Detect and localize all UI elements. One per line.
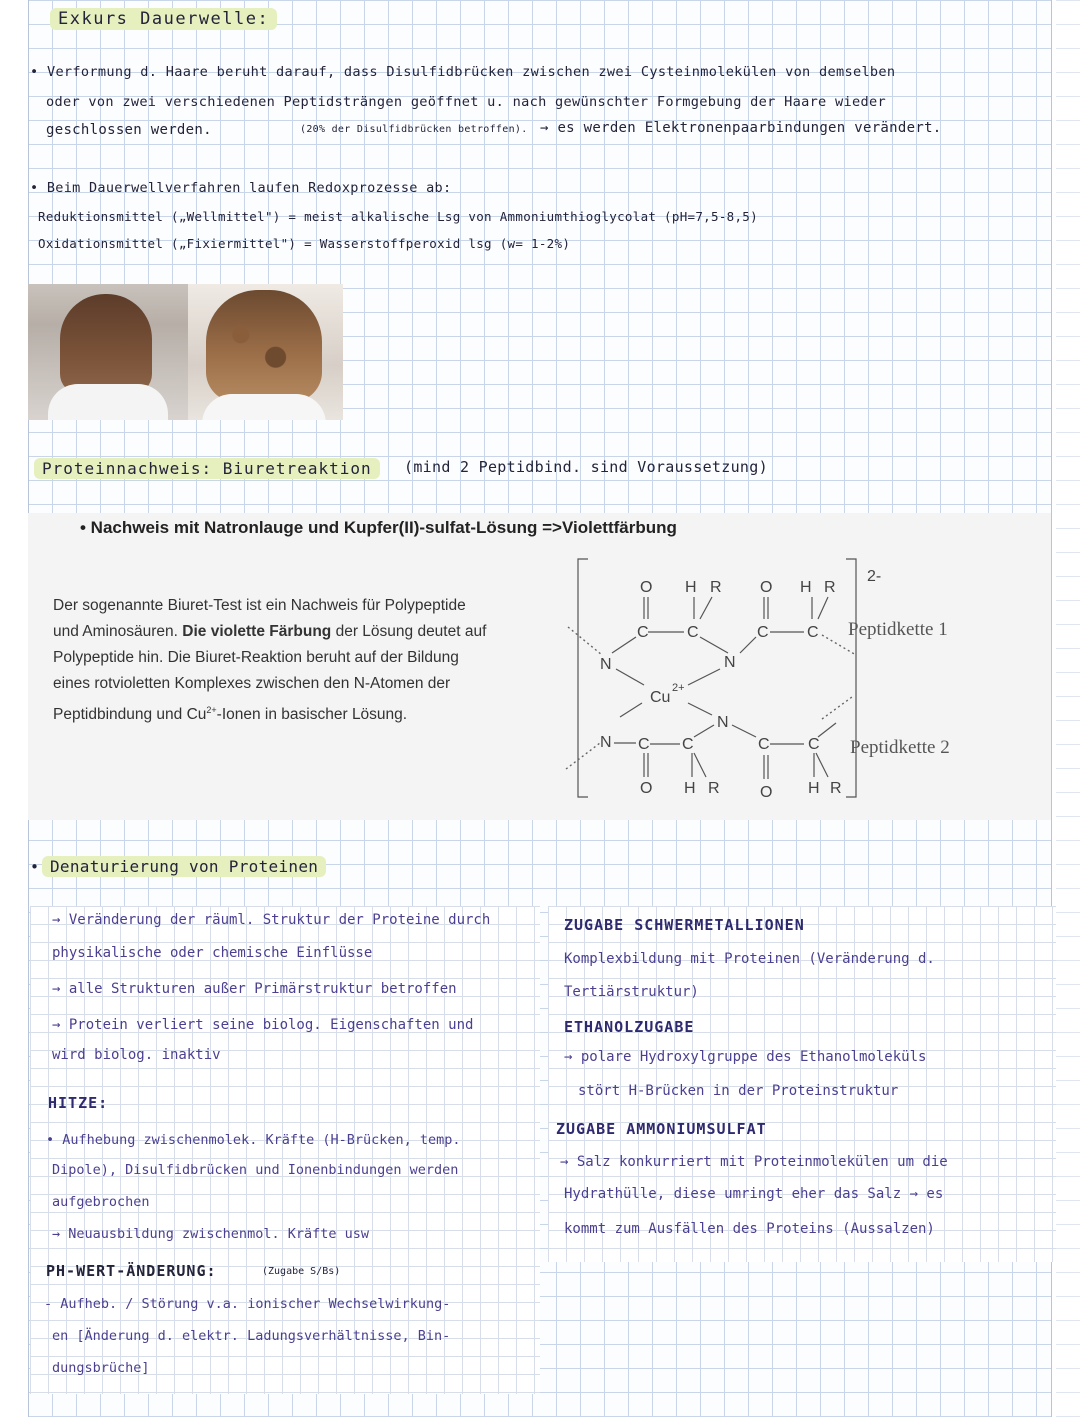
redox-intro: • Beim Dauerwellverfahren laufen Redoxprozesse ab: [30,180,452,196]
svg-text:H: H [808,780,820,797]
svg-text:C: C [687,624,699,641]
shirt-shape [202,394,326,420]
biuret-text-line-4: eines rotvioletten Komplexes zwischen den N-Atomen der [53,675,451,692]
biuret-text [53,593,543,728]
svg-text:N: N [600,656,612,673]
svg-text:R: R [830,780,842,797]
curly-hair-shape [206,290,322,402]
svg-text:R: R [824,579,836,596]
complex-charge: 2- [867,568,882,585]
svg-text:C: C [808,736,820,753]
biuret-text-5b: -Ionen in basischer Lösung. [216,706,408,724]
exkurs-line-3c: → es werden Elektronenpaarbindungen verändert. [540,120,942,136]
photo-hair-before [28,284,188,420]
exkurs-line-1: • Verformung d. Haare beruht darauf, dass Disulfidbrücken zwischen zwei Cysteinmolekülen von demselben [30,64,896,80]
svg-text:C: C [758,736,770,753]
ammoniumsulfat-line-2: Hydrathülle, diese umringt eher das Salz → es [564,1186,944,1202]
svg-text:R: R [710,579,722,596]
ammoniumsulfat-heading: ZUGABE AMMONIUMSULFAT [556,1120,767,1138]
biuret-text-2c: der Lösung deutet auf [335,623,487,640]
ph-note: (Zugabe S/Bs) [262,1266,341,1277]
ammoniumsulfat-line-1: → Salz konkurriert mit Proteinmolekülen um die [560,1154,948,1170]
denat-left-line-4: → Protein verliert seine biolog. Eigenschaften und [52,1017,474,1033]
svg-text:N: N [717,714,729,731]
ph-line-1: - Aufheb. / Störung v.a. ionischer Wechselwirkung- [44,1296,451,1312]
ph-line-3: dungsbrüche] [52,1360,150,1376]
biuret-text-bold: Die violette Färbung [182,623,332,640]
svg-text:H: H [684,780,696,797]
biuret-text-sup: 2+ [206,705,217,715]
schwermetall-line-1: Komplexbildung mit Proteinen (Veränderung d. [564,951,935,967]
svg-text:O: O [640,780,653,797]
svg-text:H: H [685,579,697,596]
cu-charge: 2+ [672,682,685,694]
biuret-text-line-3: Polypeptide hin. Die Biuret-Reaktion beruht auf der Bildung [53,649,459,666]
hitze-line-3: aufgebrochen [52,1194,150,1210]
biuret-text-line-1: Der sogenannte Biuret-Test ist ein Nachweis für Polypeptide [53,597,466,614]
svg-text:O: O [760,579,773,596]
svg-text:R: R [708,780,720,797]
ph-heading: PH-WERT-ÄNDERUNG: [46,1262,217,1280]
svg-text:C: C [682,736,694,753]
ethanol-line-2: stört H-Brücken in der Proteinstruktur [578,1083,899,1099]
protein-note: (mind 2 Peptidbind. sind Voraussetzung) [404,458,768,476]
photo-hair-after [188,284,343,420]
schwermetall-line-2: Tertiärstruktur) [564,984,699,1000]
peptidkette-2-label: Peptidkette 2 [850,737,950,758]
ph-line-2: en [Änderung d. elektr. Ladungsverhältnisse, Bin- [52,1328,451,1344]
ammoniumsulfat-line-3: kommt zum Ausfällen des Proteins (Aussalzen) [564,1221,935,1237]
svg-text:Cu: Cu [650,689,671,706]
svg-text:O: O [640,579,653,596]
peptidkette-1-label: Peptidkette 1 [848,619,948,640]
schwermetall-heading: ZUGABE SCHWERMETALLIONEN [564,916,805,934]
svg-text:O: O [760,784,773,801]
denat-bullet: • [30,858,40,876]
svg-text:C: C [807,624,819,641]
shirt-shape [48,384,168,420]
exkurs-line-2: oder von zwei verschiedenen Peptidsträngen geöffnet u. nach gewünschter Formgebung der Haare wieder [46,94,886,110]
biuret-bullet: • Nachweis mit Natronlauge und Kupfer(II)-sulfat-Lösung =>Violettfärbung [80,518,677,537]
exkurs-line-3b: (20% der Disulfidbrücken betroffen). [300,124,528,135]
biuret-text-5a: Peptidbindung und Cu [53,706,207,724]
exkurs-line-3a: geschlossen werden. [46,122,212,138]
biuret-text-line-2 [53,619,543,645]
denat-left-line-2: physikalische oder chemische Einflüsse [52,945,373,961]
protein-heading: Proteinnachweis: Biuretreaktion [34,458,380,479]
svg-text:C: C [637,624,649,641]
reduktionsmittel-line: Reduktionsmittel („Wellmittel") = meist alkalische Lsg von Ammoniumthioglycolat (pH=7,5-8,5) [38,209,758,224]
biuret-text-line-5 [53,697,543,728]
svg-text:H: H [800,579,812,596]
margin-grid [1056,0,1080,1417]
svg-text:N: N [724,654,736,671]
denat-left-line-3: → alle Strukturen außer Primärstruktur betroffen [52,981,457,997]
denat-left-line-5: wird biolog. inaktiv [52,1047,221,1063]
denat-heading: Denaturierung von Proteinen [42,856,326,877]
denat-left-box [30,906,540,1394]
svg-text:N: N [600,734,612,751]
hitze-heading: HITZE: [48,1094,109,1112]
hitze-line-4: → Neuausbildung zwischenmol. Kräfte usw [52,1226,369,1242]
svg-text:C: C [638,736,650,753]
hitze-line-2: Dipole), Disulfidbrücken und Ionenbindungen werden [52,1162,459,1178]
biuret-text-2a: und Aminosäuren. [53,623,178,640]
denat-left-line-1: → Veränderung der räuml. Struktur der Proteine durch [52,912,491,928]
svg-text:C: C [757,624,769,641]
ethanol-line-1: → polare Hydroxylgruppe des Ethanolmoleküls [564,1049,927,1065]
oxidationsmittel-line: Oxidationsmittel („Fixiermittel") = Wasserstoffperoxid lsg (w= 1-2%) [38,236,571,251]
biuret-complex-diagram [560,557,1000,807]
hitze-line-1: • Aufhebung zwischenmolek. Kräfte (H-Brücken, temp. [46,1132,461,1148]
straight-hair-shape [60,294,152,394]
ethanol-heading: ETHANOLZUGABE [564,1018,695,1036]
exkurs-title: Exkurs Dauerwelle: [50,8,277,30]
